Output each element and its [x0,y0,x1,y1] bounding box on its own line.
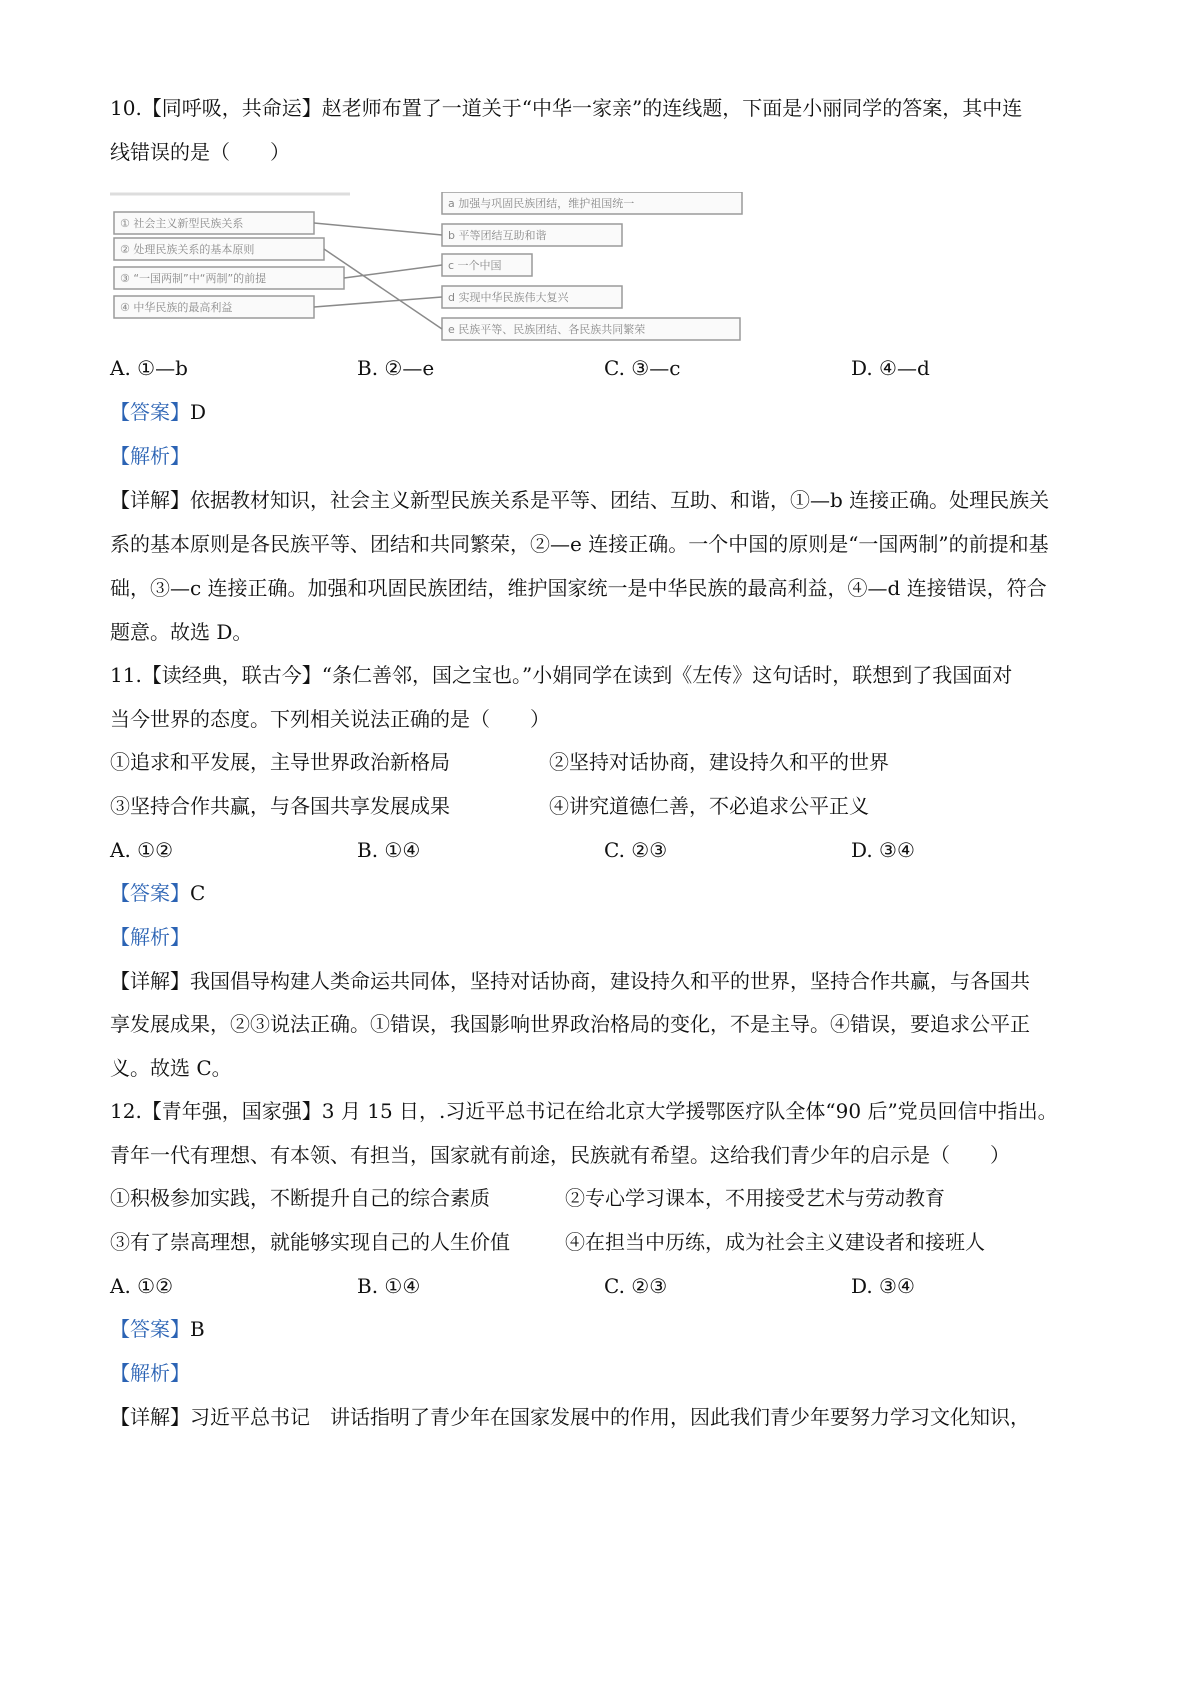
q11-option-b: B. ①④ [357,838,421,862]
detail-text: 我国倡导构建人类命运共同体，坚持对话协商，建设持久和平的世界，坚持合作共赢，与各国共 [190,969,1030,993]
q11-analysis-tag: 【解析】 [110,925,190,949]
q12-statement-4: ④在担当中历练，成为社会主义建设者和接班人 [565,1230,985,1254]
q11-statement-3: ③坚持合作共赢，与各国共享发展成果 [110,794,450,818]
q10-analysis-tag: 【解析】 [110,444,190,468]
left-item-2: ② 处理民族关系的基本原则 [120,243,255,256]
detail-tag: 【详解】 [110,969,190,993]
q10-stem-line1: 10.【同呼吸，共命运】赵老师布置了一道关于“中华一家亲”的连线题，下面是小丽同学的答案，其中连 [110,96,1023,120]
answer-value: D [190,400,207,424]
q11-stem-line1: 11.【读经典，联古今】“条仁善邻，国之宝也。”小娟同学在读到《左传》这句话时，联想到了我国面对 [110,663,1013,687]
answer-tag: 【答案】 [110,400,190,424]
q10-stem-line2: 线错误的是（ ） [110,140,290,164]
q12-answer [110,1315,1100,1343]
q11-detail-line3: 义。故选 C。 [110,1056,232,1080]
left-box-3 [114,267,344,289]
q10-option-c: C. ③—c [604,356,681,380]
q12-option-a: A. ①② [110,1274,174,1298]
q10-option-d: D. ④—d [851,356,930,380]
q11-detail-line1 [110,967,1100,995]
detail-tag: 【详解】 [110,488,190,512]
q12-stem-line1: 12.【青年强，国家强】3 月 15 日，.习近平总书记在给北京大学援鄂医疗队全体“90 后”党员回信中指出。 [110,1099,1058,1123]
detail-tag: 【详解】 [110,1405,190,1429]
q10-matching-diagram [110,192,810,367]
right-item-c: c 一个中国 [448,259,502,272]
q10-detail-line4: 题意。故选 D。 [110,620,253,644]
q11-stem-line2: 当今世界的态度。下列相关说法正确的是（ ） [110,707,550,731]
left-box-1 [114,212,314,234]
q12-statement-3: ③有了崇高理想，就能够实现自己的人生价值 [110,1230,510,1254]
answer-tag: 【答案】 [110,881,190,905]
q11-option-a: A. ①② [110,838,174,862]
right-item-e: e 民族平等、民族团结、各民族共同繁荣 [448,323,646,336]
q11-statement-1: ①追求和平发展，主导世界政治新格局 [110,750,450,774]
q11-answer [110,879,1100,907]
q10-detail-line3: 础，③—c 连接正确。加强和巩固民族团结，维护国家统一是中华民族的最高利益，④—d 连接错误，符合 [110,576,1047,600]
q12-option-c: C. ②③ [604,1274,668,1298]
q10-detail-line2: 系的基本原则是各民族平等、团结和共同繁荣，②—e 连接正确。一个中国的原则是“一国两制”的前提和基 [110,532,1049,556]
q11-option-d: D. ③④ [851,838,915,862]
right-box-e [442,318,740,340]
right-item-a: a 加强与巩固民族团结，维护祖国统一 [448,197,635,210]
q12-option-d: D. ③④ [851,1274,915,1298]
q12-statement-2: ②专心学习课本，不用接受艺术与劳动教育 [565,1186,945,1210]
right-item-d: d 实现中华民族伟大复兴 [448,291,569,304]
q12-option-b: B. ①④ [357,1274,421,1298]
q10-option-a: A. ①—b [110,356,188,380]
right-box-b [442,224,622,246]
q10-detail-line1 [110,486,1100,514]
q11-detail-line2: 享发展成果，②③说法正确。①错误，我国影响世界政治格局的变化，不是主导。④错误，要追求公平正 [110,1012,1030,1036]
right-box-c [442,254,532,276]
q10-answer [110,398,1100,426]
right-item-b: b 平等团结互助和谐 [448,229,547,242]
q10-option-b: B. ②—e [357,356,435,380]
answer-tag: 【答案】 [110,1317,190,1341]
q12-statement-1: ①积极参加实践，不断提升自己的综合素质 [110,1186,490,1210]
q11-statement-4: ④讲究道德仁善，不必追求公平正义 [549,794,869,818]
q12-detail-line1 [110,1403,1100,1431]
left-box-2 [114,238,324,260]
answer-value: B [190,1317,205,1341]
q11-option-c: C. ②③ [604,838,668,862]
answer-value: C [190,881,206,905]
q12-analysis-tag: 【解析】 [110,1361,190,1385]
q11-statement-2: ②坚持对话协商，建设持久和平的世界 [549,750,889,774]
detail-text: 依据教材知识，社会主义新型民族关系是平等、团结、互助、和谐，①—b 连接正确。处理民族关 [190,488,1050,512]
left-item-1: ① 社会主义新型民族关系 [120,217,244,230]
right-box-d [442,286,622,308]
left-box-4 [114,296,314,318]
left-item-3: ③ “一国两制”中“两制”的前提 [120,272,267,285]
right-box-a [442,192,742,214]
left-item-4: ④ 中华民族的最高利益 [120,301,233,314]
detail-text: 习近平总书记 讲话指明了青少年在国家发展中的作用，因此我们青少年要努力学习文化知识， [190,1405,1030,1429]
q12-stem-line2: 青年一代有理想、有本领、有担当，国家就有前途，民族就有希望。这给我们青少年的启示是（ ） [110,1143,1010,1167]
